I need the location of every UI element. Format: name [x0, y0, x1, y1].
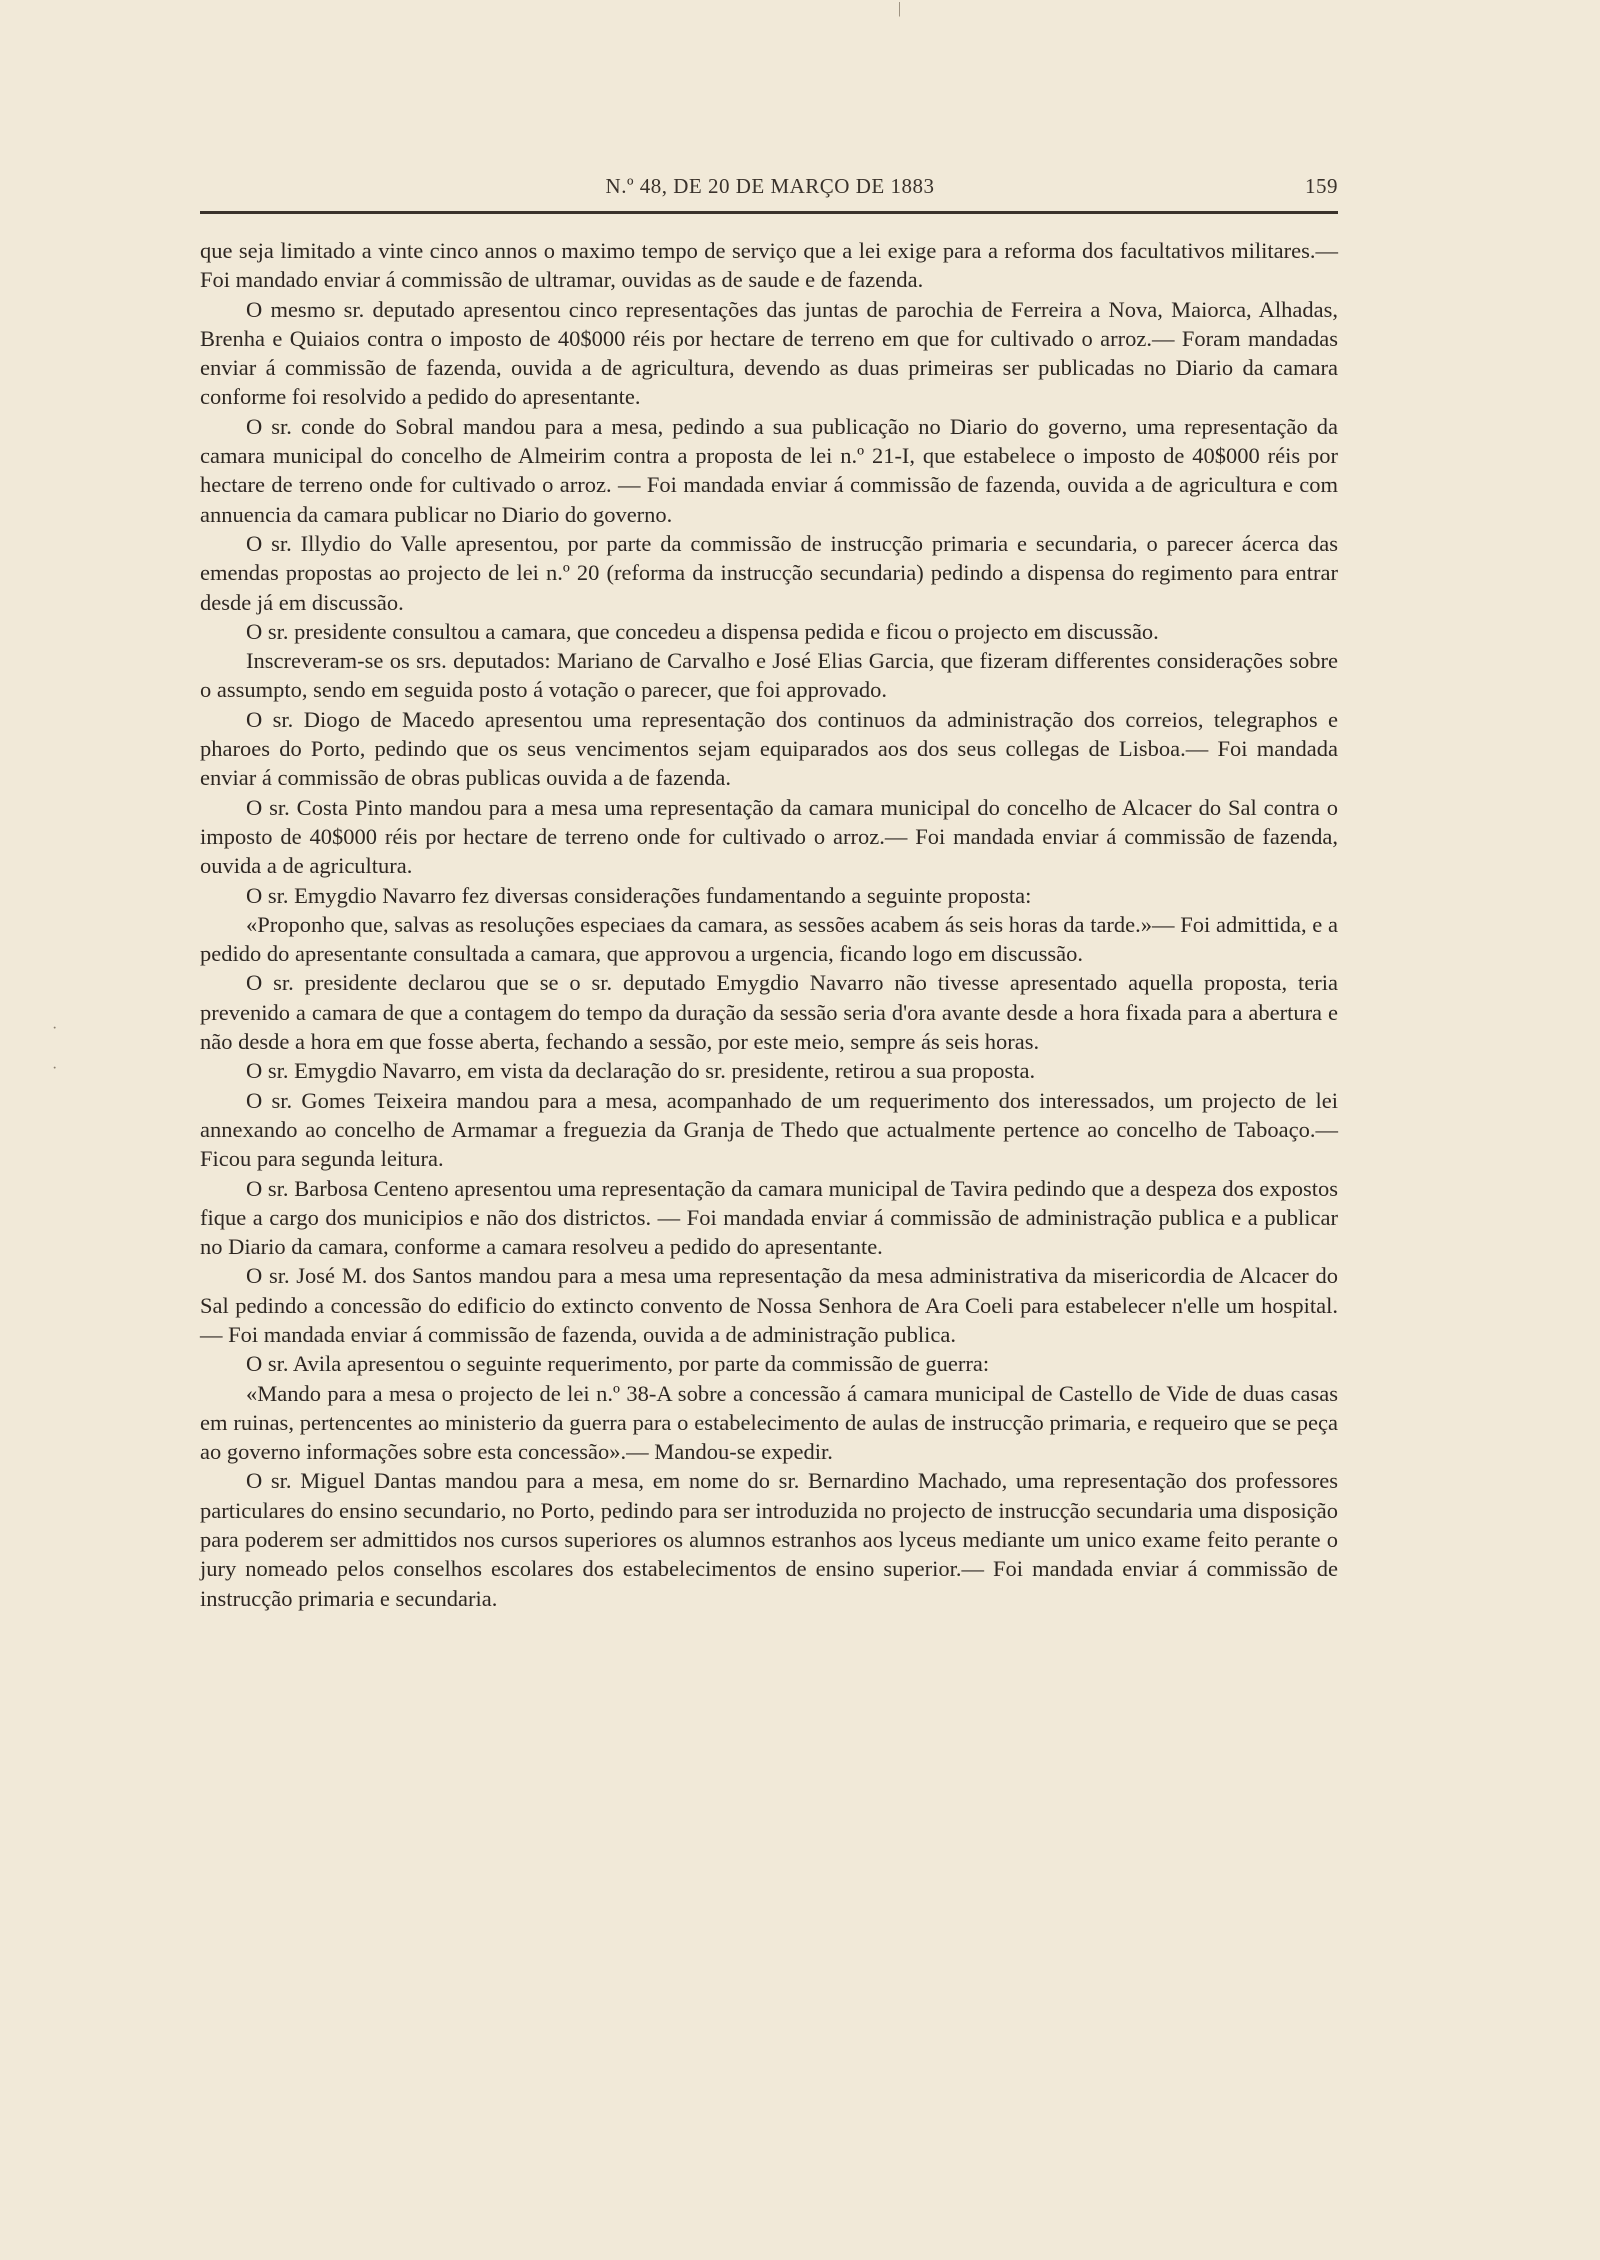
- paragraph: O sr. Gomes Teixeira mandou para a mesa, acompanhado de um requerimento dos interessados, um projecto de lei annexando ao concelho de Armamar a freguezia da Granja de Thedo que actualmente pertence ao concelho de Taboaço.— Ficou para segunda leitura.: [200, 1087, 1338, 1172]
- paragraph: O sr. Costa Pinto mandou para a mesa uma representação da camara municipal do concelho de Alcacer do Sal contra o imposto de 40$000 réis por hectare de terreno onde for cultivado o arroz.— Foi mandada enviar á commissão de fazenda, ouvida a de agricultura.: [200, 794, 1338, 879]
- paragraph: O sr. Barbosa Centeno apresentou uma representação da camara municipal de Tavira pedindo que a despeza dos expostos fique a cargo dos municipios e não dos districtos. — Foi mandada enviar á commissão de administração publica e a publicar no Diario da camara, conforme a camara resolveu a pedido do apresentante.: [200, 1175, 1338, 1260]
- paper-speck: ·: [52, 1020, 58, 1037]
- paragraph: O sr. Emygdio Navarro, em vista da declaração do sr. presidente, retirou a sua proposta.: [246, 1058, 1036, 1084]
- body-text: [200, 236, 1338, 1613]
- paragraph: «Proponho que, salvas as resoluções especiaes da camara, as sessões acabem ás seis horas da tarde.»— Foi admittida, e a pedido do apresentante consultada a camara, que approvou a urgencia, ficando logo em discussão.: [200, 911, 1338, 967]
- page-number: 159: [1305, 174, 1338, 198]
- issue-title: N.º 48, DE 20 DE MARÇO DE 1883: [605, 174, 935, 198]
- paragraph: O sr. Avila apresentou o seguinte requerimento, por parte da commissão de guerra:: [246, 1351, 990, 1377]
- paragraph: O mesmo sr. deputado apresentou cinco representações das juntas de parochia de Ferreira a Nova, Maiorca, Alhadas, Brenha e Quiaios contra o imposto de 40$000 réis por hectare de terreno em que for cultivado o arroz.— Foram mandadas enviar á commissão de fazenda, ouvida a de agricultura, devendo as duas primeiras ser publicadas no Diario da camara conforme foi resolvido a pedido do apresentante.: [200, 296, 1338, 410]
- paragraph: O sr. Miguel Dantas mandou para a mesa, em nome do sr. Bernardino Machado, uma representação dos professores particulares do ensino secundario, no Porto, pedindo para ser introduzida no projecto de instrucção secundaria uma disposição para poderem ser admittidos nos cursos superiores os alumnos estranhos aos lyceus mediante um unico exame feito perante o jury nomeado pelos conselhos escolares dos estabelecimentos de ensino superior.— Foi mandada enviar á commissão de instrucção primaria e secundaria.: [200, 1468, 1338, 1611]
- header-rule: [200, 211, 1338, 214]
- paragraph: O sr. conde do Sobral mandou para a mesa, pedindo a sua publicação no Diario do governo, uma representação da camara municipal do concelho de Almeirim contra a proposta de lei n.º 21-I, que estabelece o imposto de 40$000 réis por hectare de terreno onde for cultivado o arroz. — Foi mandada enviar á commissão de fazenda, ouvida a de agricultura e com annuencia da camara publicar no Diario do governo.: [200, 413, 1338, 527]
- paper-speck: ·: [52, 1060, 58, 1077]
- paragraph: que seja limitado a vinte cinco annos o maximo tempo de serviço que a lei exige para a reforma dos facultativos militares.—Foi mandado enviar á commissão de ultramar, ouvidas as de saude e de fazenda.: [200, 238, 1338, 293]
- paragraph: O sr. José M. dos Santos mandou para a mesa uma representação da mesa administrativa da misericordia de Alcacer do Sal pedindo a concessão do edificio do extincto convento de Nossa Senhora de Ara Coeli para estabelecer n'elle um hospital.— Foi mandada enviar á commissão de fazenda, ouvida a de administração publica.: [200, 1263, 1338, 1347]
- paragraph: O sr. Emygdio Navarro fez diversas considerações fundamentando a seguinte proposta:: [246, 882, 1032, 908]
- paragraph: O sr. Diogo de Macedo apresentou uma representação dos continuos da administração dos correios, telegraphos e pharoes do Porto, pedindo que os seus vencimentos sejam equiparados aos dos seus collegas de Lisboa.— Foi mandada enviar á commissão de obras publicas ouvida a de fazenda.: [200, 706, 1338, 791]
- paragraph: O sr. presidente declarou que se o sr. deputado Emygdio Navarro não tivesse apresentado aquella proposta, teria prevenido a camara de que a contagem do tempo da duração da sessão seria d'ora avante desde a hora fixada para a abertura e não desde a hora em que fosse aberta, fechando a sessão, por este meio, sempre ás seis horas.: [200, 970, 1338, 1055]
- paragraph: O sr. Illydio do Valle apresentou, por parte da commissão de instrucção primaria e secundaria, o parecer ácerca das emendas propostas ao projecto de lei n.º 20 (reforma da instrucção secundaria) pedindo a dispensa do regimento para entrar desde já em discussão.: [200, 530, 1338, 615]
- paragraph: «Mando para a mesa o projecto de lei n.º 38-A sobre a concessão á camara municipal de Castello de Vide de duas casas em ruinas, pertencentes ao ministerio da guerra para o estabelecimento de aulas de instrucção primaria, e requeiro que se peça ao governo informações sobre esta concessão».— Mandou-se expedir.: [200, 1380, 1338, 1465]
- page-header: [200, 172, 1340, 206]
- paragraph: O sr. presidente consultou a camara, que concedeu a dispensa pedida e ficou o projecto em discussão.: [246, 618, 1159, 644]
- paragraph: Inscreveram-se os srs. deputados: Mariano de Carvalho e José Elias Garcia, que fizeram differentes considerações sobre o assumpto, sendo em seguida posto á votação o parecer, que foi approvado.: [200, 648, 1338, 703]
- paper-speck: |: [898, 0, 902, 17]
